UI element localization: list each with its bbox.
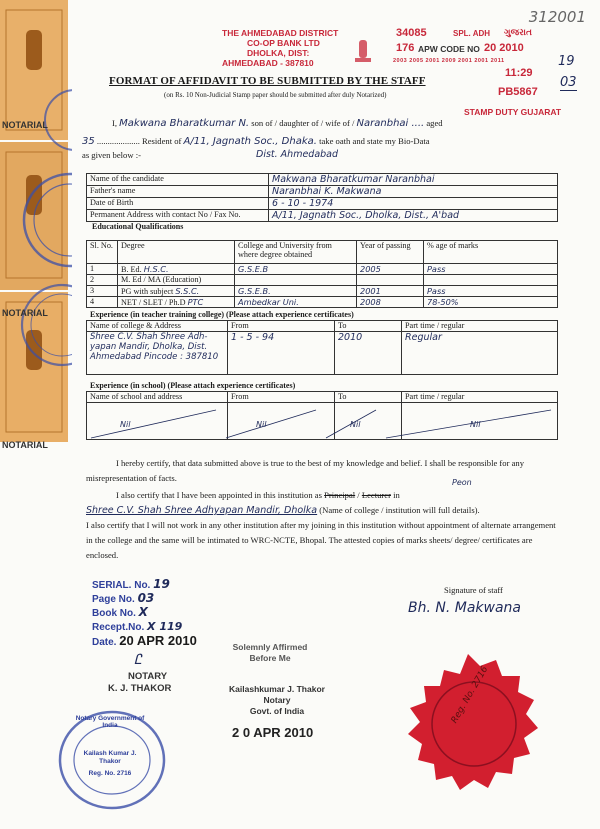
nil-strike-lines — [86, 404, 558, 444]
seal-handwriting: Reg. No. 2716 — [449, 664, 491, 726]
exp-s-h-name: Name of school and address — [87, 392, 228, 403]
para2-tail: (Name of college / institution will full details). — [319, 505, 480, 515]
page-label: Page No. — [92, 594, 135, 605]
edu-h-degree: Degree — [118, 241, 235, 264]
solemn-govt: Govt. of India — [249, 706, 305, 716]
edu-table — [86, 240, 558, 308]
intro-rest: take oath and state my Bio-Data — [319, 136, 430, 146]
staff-signature: Bh. N. Makwana — [408, 600, 521, 616]
table-row — [87, 198, 558, 210]
edu-year: 2005 — [357, 264, 424, 275]
edu-year: 2008 — [357, 297, 424, 308]
notarial-label-3: NOTARIAL — [2, 440, 48, 450]
table-row — [87, 264, 558, 275]
edu-sl: 1 — [87, 264, 118, 275]
bank-stamp — [222, 28, 338, 68]
exp-h-to: To — [335, 321, 402, 332]
recept-value: X 119 — [147, 620, 183, 633]
bank-line-1: THE AHMEDABAD DISTRICT — [222, 28, 339, 38]
bank-line-4: AHMEDABAD - 387810 — [222, 58, 314, 68]
para2-lecturer: Lecturer — [361, 490, 391, 500]
exp-type: Regular — [402, 332, 558, 375]
para2-in: in — [393, 490, 400, 500]
notarial-stamp-strip — [0, 0, 72, 460]
edu-degree-label: NET / SLET / Ph.D — [121, 298, 186, 307]
register-serial — [92, 578, 197, 592]
register-date — [92, 634, 197, 649]
edu-college: Ambedkar Uni. — [235, 297, 357, 308]
date-label: Date. — [92, 637, 117, 648]
notary-initials: Ꮭ — [134, 652, 142, 668]
edu-degree-hw: S.S.C. — [175, 286, 200, 296]
intro-line-2 — [82, 136, 430, 147]
table-row — [87, 332, 558, 375]
edu-degree-hw: H.S.C. — [143, 264, 169, 274]
solemn-date: 2 0 APR 2010 — [232, 725, 314, 740]
edu-sl: 4 — [87, 297, 118, 308]
red-wax-seal — [388, 650, 548, 800]
bank-line-3: DHOLKA, DIST: — [247, 48, 310, 58]
bank-date: 20 2010 — [484, 42, 524, 54]
bank-line-2: CO-OP BANK LTD — [247, 38, 320, 48]
solemn-notary — [222, 684, 332, 717]
margin-note-b: 03 — [560, 75, 577, 90]
label-candidate: Name of the candidate — [87, 174, 269, 186]
district-hw: Dist. Ahmedabad — [256, 149, 339, 160]
edu-sl: 2 — [87, 275, 118, 286]
edu-h-sl: Sl. No. — [87, 241, 118, 264]
page-value: 03 — [137, 591, 155, 605]
institution-hw: Shree C.V. Shah Shree Adhyapan Mandir, Dholka — [86, 505, 318, 516]
notarial-label-1: NOTARIAL — [2, 120, 48, 130]
edu-year: 2001 — [357, 286, 424, 297]
edu-degree — [118, 264, 235, 275]
margin-note-a: 19 — [558, 54, 575, 69]
edu-college: G.S.E.B — [235, 264, 357, 275]
edu-title: Educational Qualifications — [92, 222, 184, 231]
certify-paragraph-1: I hereby certify, that data submitted above is true to the best of my knowledge and belief. I shall be responsible for any misrepresentation of facts. — [86, 458, 524, 483]
edu-college: G.S.E.B. — [235, 286, 357, 297]
exp-h-from: From — [228, 321, 335, 332]
nil-mark-1: Nil — [120, 420, 131, 429]
table-row — [87, 297, 558, 308]
edu-marks: 78-50% — [424, 297, 558, 308]
value-address: A/11, Jagnath Soc., Dholka, Dist., A'bad — [269, 210, 558, 222]
edu-college — [235, 275, 357, 286]
edu-sl: 3 — [87, 286, 118, 297]
bank-gujarat: ગુજરાત — [504, 27, 532, 37]
signature-label: Signature of staff — [444, 585, 503, 595]
book-label: Book No. — [92, 608, 136, 619]
nil-mark-3: Nil — [350, 420, 361, 429]
register-book — [92, 606, 197, 620]
serial-value: 19 — [153, 577, 170, 591]
bank-spl: SPL. ADH — [453, 29, 491, 38]
peon-hw: Peon — [452, 478, 472, 487]
book-value: X — [138, 605, 148, 619]
edu-degree — [118, 286, 235, 297]
table-row — [87, 286, 558, 297]
register-stamp — [92, 578, 197, 649]
apw-code: APW CODE NO — [418, 44, 480, 54]
date-value: 20 APR 2010 — [119, 633, 197, 648]
edu-h-college: College and University from where degree obtained — [235, 241, 357, 264]
edu-degree-label: B. Ed. — [121, 265, 142, 274]
exp-college: Shree C.V. Shah Shree Adh- yapan Mandir, Dholka, Dist. Ahmedabad Pincode : 387810 — [87, 332, 228, 375]
exp-s-h-type: Part time / regular — [402, 392, 558, 403]
intro-i: I, — [112, 118, 118, 128]
exp-to: 2010 — [335, 332, 402, 375]
intro-line-1 — [112, 118, 572, 129]
solemn-line-1: Solemnly Affirmed — [232, 642, 308, 652]
register-page — [92, 592, 197, 606]
bank-serial: 34085 — [396, 27, 427, 39]
bank-time: 11:29 — [505, 67, 533, 79]
label-dob: Date of Birth — [87, 198, 269, 210]
edu-degree-label: PG with subject — [121, 287, 174, 296]
para2-text: I also certify that I have been appointed in this institution as — [116, 490, 322, 500]
round-seal-reg: Reg. No. 2716 — [88, 770, 132, 777]
exp-s-h-from: From — [228, 392, 335, 403]
solemn-name: Kailashkumar J. Thakor — [229, 684, 325, 694]
nil-mark-2: Nil — [256, 420, 267, 429]
value-candidate: Makwana Bharatkumar Naranbhai — [269, 174, 558, 186]
table-row — [87, 275, 558, 286]
edu-degree — [118, 297, 235, 308]
register-recept — [92, 620, 197, 634]
table-row — [87, 321, 558, 332]
solemn-role: Notary — [263, 695, 291, 705]
father-name-hw: Naranbhai .... — [356, 118, 425, 129]
edu-marks — [424, 275, 558, 286]
value-dob: 6 - 10 - 1974 — [269, 198, 558, 210]
address-hw: A/11, Jagnath Soc., Dhaka. — [183, 136, 317, 147]
round-seal-name: Kailash Kumar J. Thakor — [83, 750, 137, 765]
edu-degree-label: M. Ed / MA (Education) — [121, 275, 202, 284]
para2-principal: Principal — [324, 490, 356, 500]
intro-as-given: as given below :- — [82, 150, 141, 160]
certify-paragraph-2a: I also certify that I have been appointed in this institution as Principal / Lecturer in — [116, 490, 400, 500]
exp-h-name: Name of college & Address — [87, 321, 228, 332]
edu-year — [357, 275, 424, 286]
page-subtitle: (on Rs. 10 Non-Judicial Stamp paper should be submitted after duly Notarized) — [164, 91, 387, 99]
bank-digits-row: 2003 2005 2001 2009 2001 2001 2011 — [393, 58, 505, 64]
edu-degree-hw: PTC — [187, 297, 204, 307]
exp-from: 1 - 5 - 94 — [228, 332, 335, 375]
exp-teacher-title: Experience (in teacher training college) (Please attach experience certificates) — [90, 310, 354, 319]
bio-data-table — [86, 173, 558, 222]
table-row — [87, 210, 558, 222]
exp-teacher-table — [86, 320, 558, 375]
page-title: FORMAT OF AFFIDAVIT TO BE SUBMITTED BY THE STAFF — [109, 75, 426, 87]
edu-marks: Pass — [424, 264, 558, 275]
table-row — [87, 241, 558, 264]
label-address: Permanent Address with contact No / Fax No. — [87, 210, 269, 222]
solemn-line-2: Before Me — [249, 653, 291, 663]
table-row — [87, 392, 558, 403]
age-hw: 35 — [82, 136, 95, 147]
notary-left-title: NOTARY — [128, 671, 168, 682]
table-row — [87, 174, 558, 186]
edu-h-marks: % age of marks — [424, 241, 558, 264]
label-father: Father's name — [87, 186, 269, 198]
certify-paragraph-2b — [86, 503, 566, 518]
edu-h-year: Year of passing — [357, 241, 424, 264]
value-father: Naranbhai K. Makwana — [269, 186, 558, 198]
exp-s-h-to: To — [335, 392, 402, 403]
doc-number: 312001 — [528, 8, 586, 26]
intro-resident: .................... Resident of — [96, 136, 182, 146]
certify-paragraph-3: I also certify that I will not work in any other institution after my joining in this institution without appointment of alternate arrangement in the college and the same will be intimated to WRC-NCTE, Bhopal. The attested copies of marks sheets/ degree/ certificates are enclosed. — [86, 520, 556, 560]
recept-label: Recept.No. — [92, 622, 145, 633]
edu-degree — [118, 275, 235, 286]
edu-marks: Pass — [424, 286, 558, 297]
table-row — [87, 186, 558, 198]
notary-left-name: K. J. THAKOR — [108, 683, 172, 694]
stamp-code: PB5867 — [498, 86, 538, 98]
stamp-duty: STAMP DUTY GUJARAT — [464, 107, 562, 117]
intro-relation: son of / daughter of / wife of / — [251, 118, 355, 128]
round-seal-text: Notary Government of India — [75, 715, 145, 729]
intro-aged: aged — [426, 118, 443, 128]
nil-mark-4: Nil — [470, 420, 481, 429]
notarial-label-2: NOTARIAL — [2, 308, 48, 318]
bank-no-prefix: 176 — [396, 42, 415, 54]
revenue-stamps-graphic — [0, 0, 72, 460]
candidate-name-hw: Makwana Bharatkumar N. — [119, 118, 250, 129]
emblem-icon — [352, 38, 374, 64]
serial-label: SERIAL. No. — [92, 580, 151, 591]
solemn-stamp — [220, 642, 320, 664]
exp-h-type: Part time / regular — [402, 321, 558, 332]
exp-school-title: Experience (in school) (Please attach experience certificates) — [90, 381, 296, 390]
